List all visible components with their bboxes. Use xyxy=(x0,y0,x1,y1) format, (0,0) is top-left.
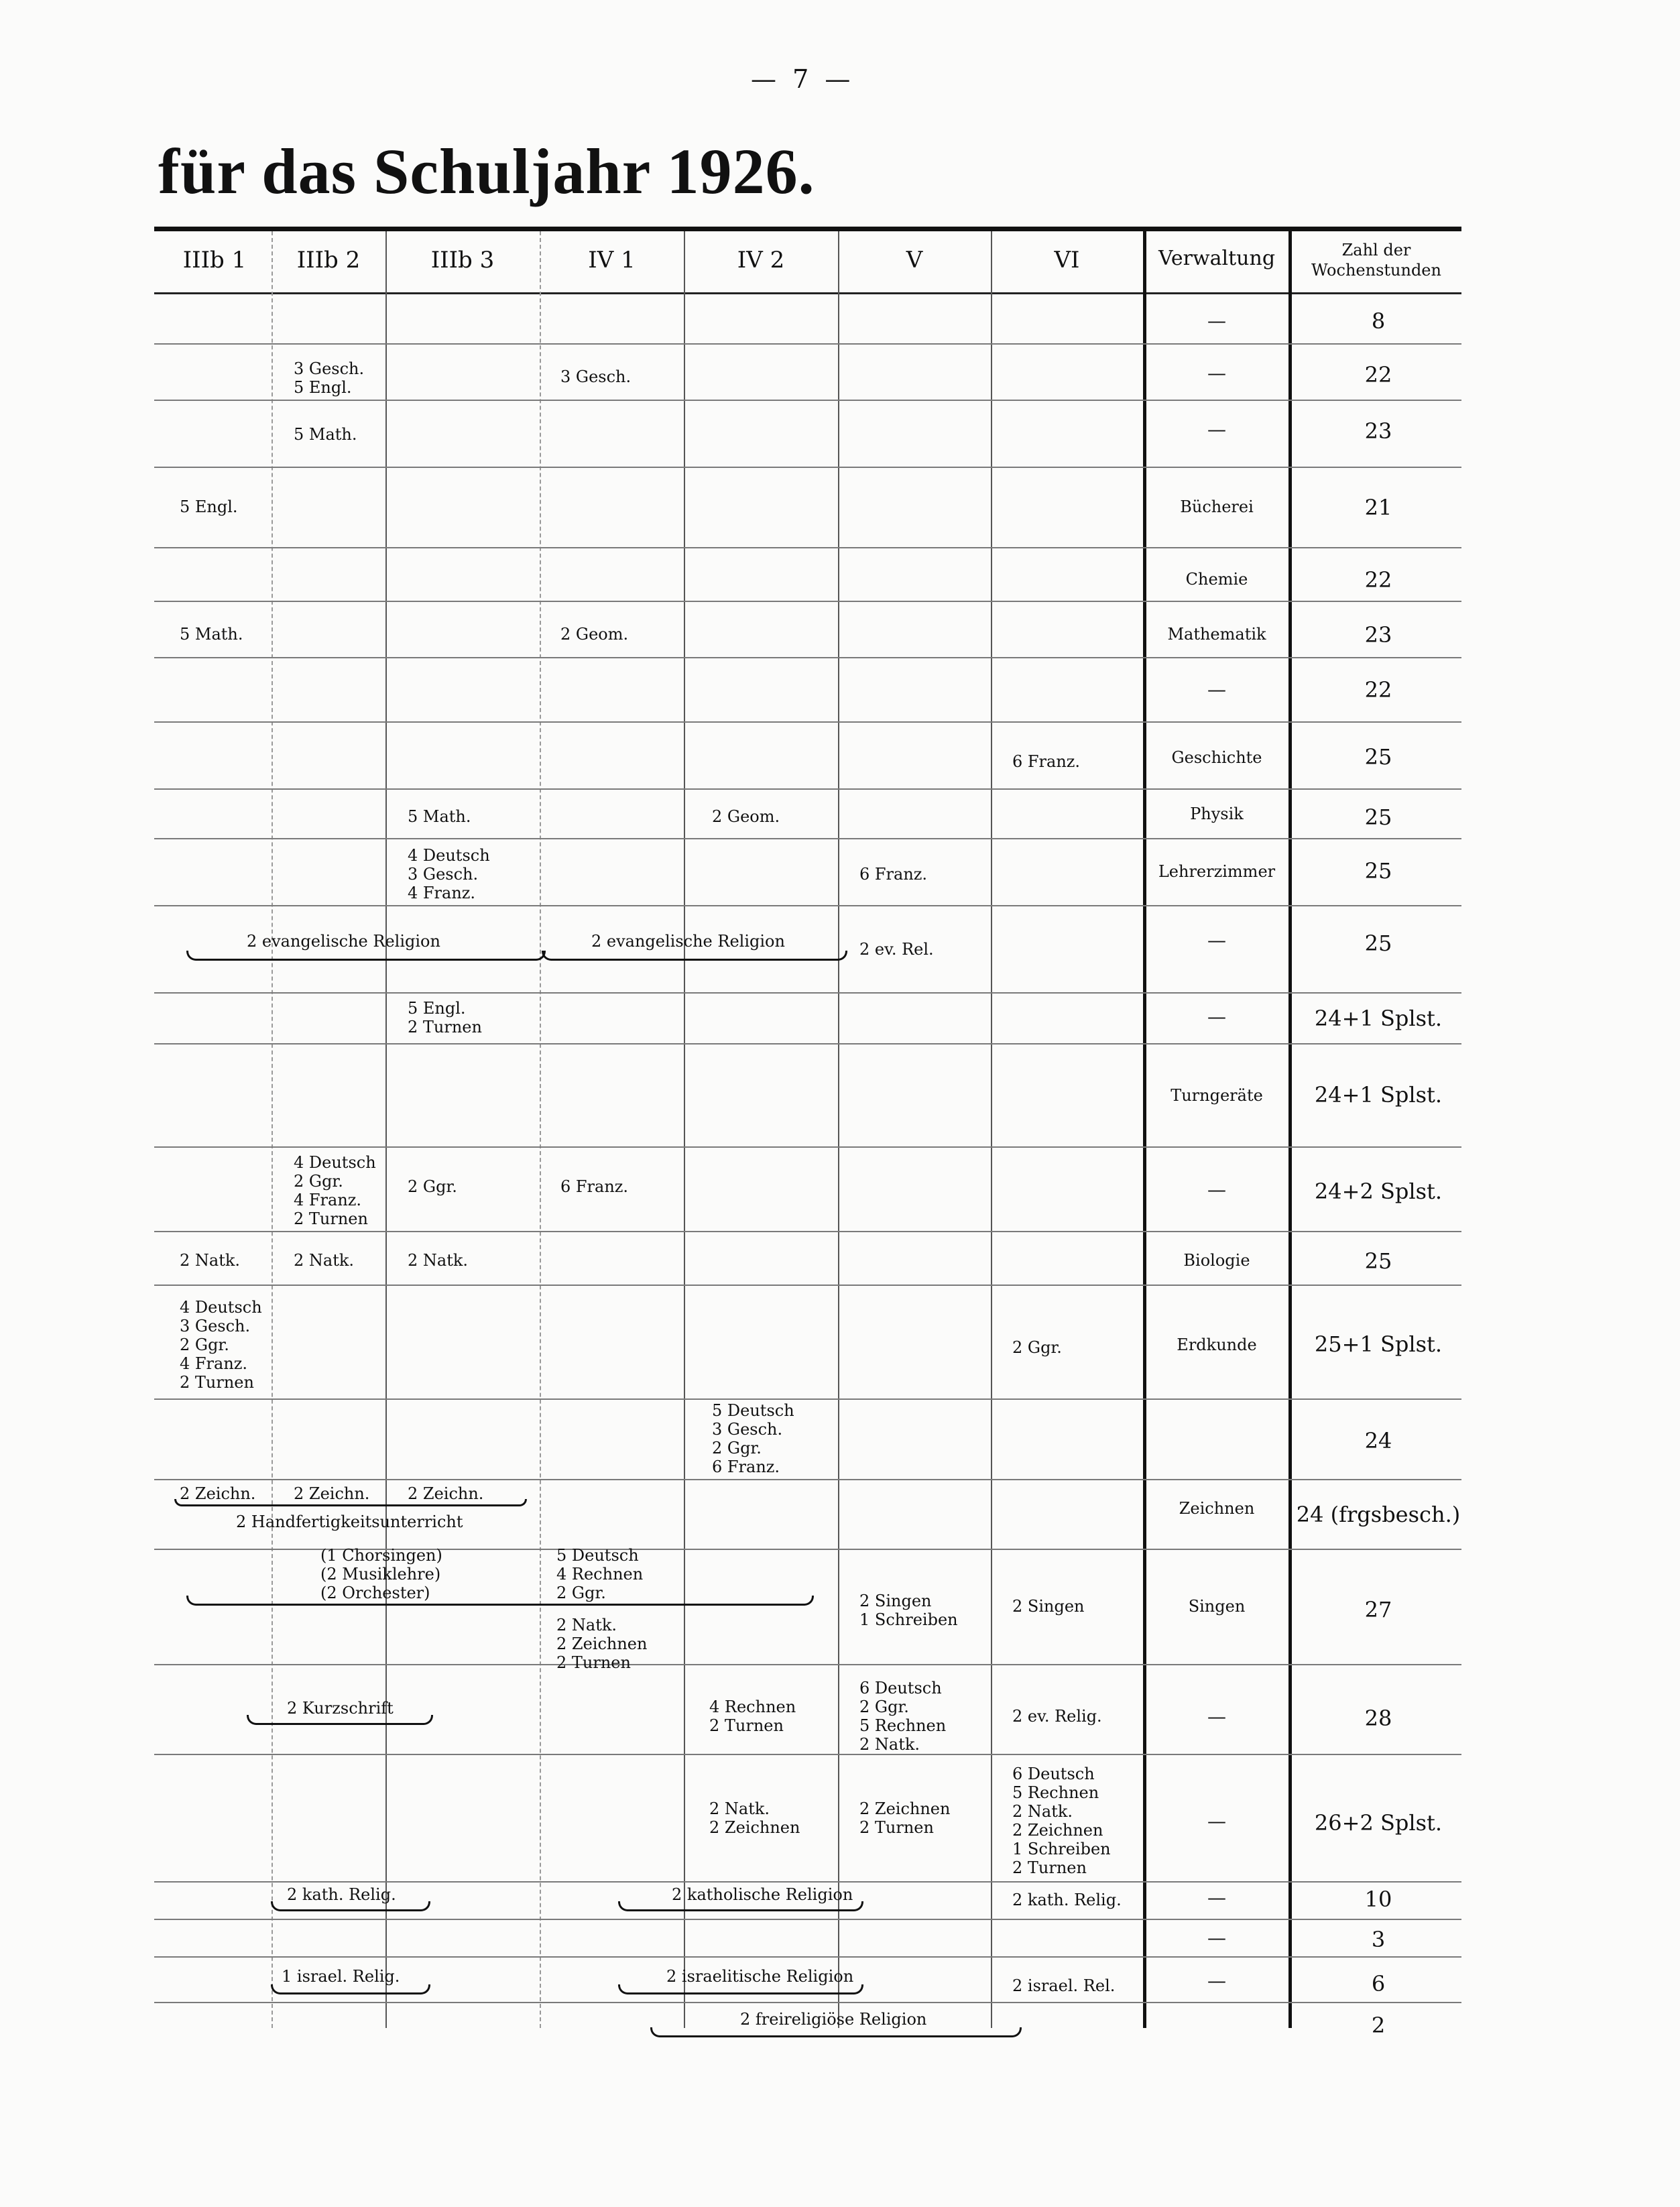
subject-cell: 3 Gesch. xyxy=(560,367,632,386)
subject-cell: 6 Franz. xyxy=(560,1177,629,1196)
admin-room: Erdkunde xyxy=(1177,1335,1257,1354)
hours-value: 23 xyxy=(1364,622,1392,648)
row-divider xyxy=(154,1664,1461,1665)
row-divider xyxy=(154,400,1461,401)
header-bottom-rule xyxy=(154,292,1461,294)
subject-cell: 2 evangelische Religion xyxy=(591,932,785,951)
hours-value: 23 xyxy=(1364,418,1392,444)
hours-value: 24+2 Splst. xyxy=(1314,1179,1443,1204)
header-iiib3: IIIb 3 xyxy=(430,247,495,274)
header-wochenstunden: Zahl der Wochenstunden xyxy=(1311,241,1441,280)
subject-cell: 5 Math. xyxy=(180,625,243,644)
row-divider xyxy=(154,1479,1461,1480)
hours-value: 2 xyxy=(1371,2013,1386,2038)
row-divider xyxy=(154,657,1461,658)
hours-value: 26+2 Splst. xyxy=(1314,1810,1443,1836)
empty-dash: — xyxy=(1207,1006,1226,1028)
subject-cell: 5 Deutsch 4 Rechnen 2 Ggr. xyxy=(556,1546,644,1602)
subject-cell: 6 Deutsch 5 Rechnen 2 Natk. 2 Zeichnen 1 Schreiben 2 Turnen xyxy=(1012,1765,1111,1877)
column-divider xyxy=(540,231,541,2028)
subject-cell: 4 Deutsch 2 Ggr. 4 Franz. 2 Turnen xyxy=(294,1153,376,1228)
grouping-brace xyxy=(174,1499,527,1506)
header-verwaltung: Verwaltung xyxy=(1158,247,1276,270)
row-divider xyxy=(154,1919,1461,1920)
row-divider xyxy=(154,1285,1461,1286)
empty-dash: — xyxy=(1207,929,1226,951)
admin-room: Turngeräte xyxy=(1171,1086,1263,1105)
hours-value: 22 xyxy=(1364,362,1392,387)
hours-value: 27 xyxy=(1364,1597,1392,1622)
subject-cell: 2 Natk. xyxy=(408,1251,469,1270)
row-divider xyxy=(154,1881,1461,1883)
subject-cell: (1 Chorsingen) (2 Musiklehre) (2 Orchester) xyxy=(320,1546,442,1602)
subject-cell: 2 Zeichn. xyxy=(408,1484,484,1503)
empty-dash: — xyxy=(1207,1810,1226,1832)
hours-value: 10 xyxy=(1364,1887,1392,1912)
empty-dash: — xyxy=(1207,1179,1226,1201)
grouping-brace xyxy=(618,1901,863,1911)
header-rule xyxy=(154,227,1461,231)
row-divider xyxy=(154,1146,1461,1148)
admin-room: Bücherei xyxy=(1180,497,1254,516)
grouping-brace xyxy=(186,1596,814,1606)
column-divider xyxy=(684,231,685,2028)
row-divider xyxy=(154,343,1461,345)
hours-value: 25 xyxy=(1364,804,1392,830)
admin-room: Physik xyxy=(1190,804,1244,823)
admin-room: Zeichnen xyxy=(1179,1499,1255,1518)
subject-cell: 4 Deutsch 3 Gesch. 2 Ggr. 4 Franz. 2 Turnen xyxy=(180,1298,262,1392)
hours-value: 3 xyxy=(1371,1927,1386,1952)
hours-value: 24 xyxy=(1364,1428,1392,1453)
subject-cell: 2 israel. Rel. xyxy=(1012,1976,1116,1995)
hours-value: 25+1 Splst. xyxy=(1314,1331,1443,1357)
subject-cell: 2 Ggr. xyxy=(408,1177,457,1196)
subject-cell: 2 Geom. xyxy=(712,807,780,826)
subject-cell: 2 Natk. xyxy=(180,1251,241,1270)
grouping-brace xyxy=(650,2027,1022,2037)
row-divider xyxy=(154,547,1461,548)
hours-value: 24+1 Splst. xyxy=(1314,1082,1443,1108)
row-divider xyxy=(154,601,1461,602)
empty-dash: — xyxy=(1207,1706,1226,1728)
subject-cell: 2 Singen xyxy=(1012,1597,1085,1616)
column-divider xyxy=(272,231,273,2028)
row-divider xyxy=(154,788,1461,790)
grouping-brace xyxy=(542,951,847,961)
subject-cell: 2 Natk. xyxy=(294,1251,355,1270)
admin-room: Mathematik xyxy=(1167,625,1266,644)
admin-room: Geschichte xyxy=(1171,748,1262,767)
row-divider xyxy=(154,467,1461,468)
subject-cell: 2 katholische Religion xyxy=(672,1885,853,1904)
subject-cell: 5 Math. xyxy=(294,425,357,444)
subject-cell: 5 Deutsch 3 Gesch. 2 Ggr. 6 Franz. xyxy=(712,1401,794,1476)
hours-value: 28 xyxy=(1364,1706,1392,1731)
hours-value: 25 xyxy=(1364,931,1392,956)
hours-value: 8 xyxy=(1371,308,1386,334)
subject-cell: 3 Gesch. 5 Engl. xyxy=(294,359,365,397)
subject-cell: 2 evangelische Religion xyxy=(247,932,440,951)
row-divider xyxy=(154,838,1461,839)
row-divider xyxy=(154,1398,1461,1400)
row-divider xyxy=(154,905,1461,906)
header-iiib1: IIIb 1 xyxy=(182,247,247,274)
subject-cell: 2 Zeichn. xyxy=(294,1484,370,1503)
subject-cell: 2 kath. Relig. xyxy=(1012,1891,1122,1909)
header-iv1: IV 1 xyxy=(588,247,636,274)
admin-room: Singen xyxy=(1188,1597,1246,1616)
column-divider xyxy=(838,231,839,2028)
row-divider xyxy=(154,1754,1461,1755)
empty-dash: — xyxy=(1207,362,1226,384)
grouping-brace xyxy=(247,1715,433,1725)
row-divider xyxy=(154,721,1461,723)
subject-cell: 2 ev. Relig. xyxy=(1012,1707,1102,1726)
subject-cell: 5 Math. xyxy=(408,807,471,826)
subject-cell: 1 israel. Relig. xyxy=(282,1967,400,1986)
hours-value: 24 (frgsbesch.) xyxy=(1296,1502,1461,1527)
subject-cell: 4 Rechnen 2 Turnen xyxy=(709,1697,796,1735)
subject-cell: 2 Ggr. xyxy=(1012,1338,1062,1357)
empty-dash: — xyxy=(1207,1970,1226,1992)
subject-cell: 2 Natk. 2 Zeichnen xyxy=(709,1799,800,1837)
subject-cell: 2 Zeichnen 2 Turnen xyxy=(859,1799,951,1837)
empty-dash: — xyxy=(1207,418,1226,440)
subject-cell: 2 freireligiöse Religion xyxy=(740,2010,927,2029)
admin-room: Chemie xyxy=(1185,570,1248,589)
subject-cell: 2 Handfertigkeitsunterricht xyxy=(236,1512,463,1531)
grouping-brace xyxy=(271,1901,430,1911)
subject-cell: 4 Deutsch 3 Gesch. 4 Franz. xyxy=(408,846,490,902)
hours-value: 25 xyxy=(1364,858,1392,884)
hours-value: 22 xyxy=(1364,567,1392,593)
column-divider xyxy=(991,231,992,2028)
subject-cell: 2 Geom. xyxy=(560,625,629,644)
page-title: für das Schuljahr 1926. xyxy=(158,135,815,207)
subject-cell: 6 Franz. xyxy=(859,865,928,884)
hours-value: 25 xyxy=(1364,1248,1392,1274)
subject-cell: 2 Natk. 2 Zeichnen 2 Turnen xyxy=(556,1616,648,1672)
hours-value: 22 xyxy=(1364,677,1392,703)
row-divider xyxy=(154,1956,1461,1958)
page-number: — 7 — xyxy=(751,64,855,94)
header-v: V xyxy=(906,247,923,274)
admin-room: Biologie xyxy=(1183,1251,1250,1270)
row-divider xyxy=(154,1231,1461,1232)
row-divider xyxy=(154,992,1461,994)
hours-value: 21 xyxy=(1364,495,1392,520)
subject-cell: 2 israelitische Religion xyxy=(666,1967,854,1986)
hours-value: 25 xyxy=(1364,744,1392,770)
subject-cell: 5 Engl. xyxy=(180,497,238,516)
subject-cell: 2 kath. Relig. xyxy=(287,1885,396,1904)
grouping-brace xyxy=(271,1984,430,1994)
subject-cell: 2 Zeichn. xyxy=(180,1484,256,1503)
subject-cell: 2 Kurzschrift xyxy=(287,1699,394,1718)
subject-cell: 2 Singen 1 Schreiben xyxy=(859,1592,958,1629)
column-divider xyxy=(385,231,387,2028)
hours-value: 24+1 Splst. xyxy=(1314,1006,1443,1031)
subject-cell: 6 Deutsch 2 Ggr. 5 Rechnen 2 Natk. xyxy=(859,1679,947,1754)
subject-cell: 5 Engl. 2 Turnen xyxy=(408,999,482,1036)
grouping-brace xyxy=(618,1984,863,1994)
empty-dash: — xyxy=(1207,1887,1226,1909)
empty-dash: — xyxy=(1207,310,1226,332)
hours-value: 6 xyxy=(1371,1971,1386,1996)
empty-dash: — xyxy=(1207,678,1226,701)
row-divider xyxy=(154,1043,1461,1045)
admin-room: Lehrerzimmer xyxy=(1158,862,1276,881)
empty-dash: — xyxy=(1207,1927,1226,1949)
subject-cell: 2 ev. Rel. xyxy=(859,940,934,959)
header-iiib2: IIIb 2 xyxy=(296,247,361,274)
subject-cell: 6 Franz. xyxy=(1012,752,1081,771)
header-vi: VI xyxy=(1054,247,1080,274)
grouping-brace xyxy=(186,951,546,961)
header-iv2: IV 2 xyxy=(737,247,785,274)
row-divider xyxy=(154,2002,1461,2003)
